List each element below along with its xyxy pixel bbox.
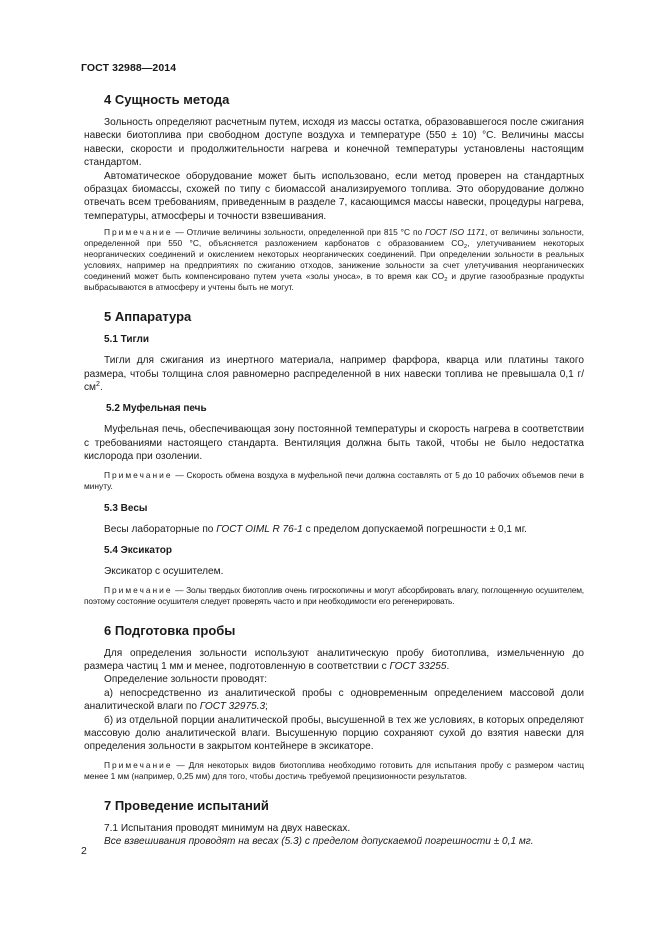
s6-note — [84, 760, 584, 782]
note-text-b: , от величины зольности, определенной при 550 °С, объясняется разложением карбонатов с образованием CO — [84, 227, 584, 249]
note-text-d: и другие газообразные продукты выбрасываются в атмосферу и учтены быть не могут. — [84, 271, 584, 293]
s6-pa-text-b: ; — [265, 701, 268, 713]
note-label: Примечание — [104, 227, 173, 238]
page-content — [84, 92, 584, 849]
section-7-title: 7 Проведение испытаний — [104, 797, 269, 813]
page-number: 2 — [81, 845, 87, 857]
section-5-2-title: 5.2 Муфельная печь — [106, 403, 207, 415]
s5-4-paragraph: Эксикатор с осушителем. — [104, 566, 224, 578]
s5-3-paragraph — [84, 523, 584, 536]
s5-1-text: Тигли для сжигания из инертного материала, например фарфора, кварца или платины такого размера, чтобы толщина слоя равномерно распределенной в них навески топлива не превышала 0,1 г/см — [84, 355, 584, 394]
s5-2-note — [84, 470, 584, 492]
s5-3-text-b: с пределом допускаемой погрешности ± 0,1 мг. — [302, 523, 527, 535]
s4-paragraph-1: Зольность определяют расчетным путем, исходя из массы остатка, образовавшегося после сжигания навески биотоплива при свободном доступе воздуха и температуре (550 ± 10) °С. Величины массы навески, скорости и продолжительности нагрева и конечной температуры установлены настоящим стандартом. — [84, 117, 584, 169]
s5-2-paragraph: Муфельная печь, обеспечивающая зону постоянной температуры и скорость нагрева в соответствии с требованиями настоящего стандарта. Вентиляция должна быть такой, чтобы не было недостатка кислорода при озолении. — [84, 424, 584, 463]
s6-note-label: Примечание — [104, 759, 173, 770]
s5-1-paragraph — [84, 354, 584, 394]
note-text-a: — Отличие величины зольности, определенной при 815 °С по — [172, 227, 426, 238]
section-5-title: 5 Аппаратура — [104, 309, 192, 325]
note-reference: ГОСТ ISO 1171 — [425, 227, 485, 238]
section-5-3-title: 5.3 Весы — [104, 502, 148, 514]
s5-3-text-a: Весы лабораторные по — [104, 523, 217, 535]
s5-4-note-label: Примечание — [104, 584, 173, 595]
s5-1-superscript: 2 — [96, 381, 100, 389]
note-subscript-2: 2 — [444, 277, 448, 284]
s6-pa-reference: ГОСТ 32975.3 — [199, 701, 266, 713]
s6-p1-text-b: . — [446, 660, 450, 672]
s5-2-note-text: — Скорость обмена воздуха в муфельной печи должна составлять от 5 до 10 рабочих объемов печи в минуту. — [84, 469, 584, 491]
note-text-c: , улетучиванием некоторых неорганических соединений и окислением некоторых неорганических соединений. При определении зольности в реальных условиях, например на предприятиях по сжиганию отходов, занижение зольности за счет улетучивания неорганических соединений может быть компенсировано путем учета «золы уноса», в то время как CO — [84, 238, 584, 282]
s6-paragraph-a — [84, 687, 584, 714]
s5-1-end: . — [99, 382, 103, 394]
s4-note — [84, 227, 584, 293]
s7-paragraph-1: 7.1 Испытания проводят минимум на двух навесках. — [104, 822, 351, 834]
s4-paragraph-2: Автоматическое оборудование может быть использовано, если метод проверен на стандартных образцах биомассы, схожей по типу с биомассой анализируемого топлива. Это оборудование должно отвечать всем требованиям, приведенным в разделе 7, касающимся массы навески, процедуры нагрева, температуры, атмосферы и точности взвешивания. — [84, 170, 584, 222]
standard-header: ГОСТ 32988—2014 — [81, 62, 177, 74]
s6-p1-text-a: Для определения зольности используют аналитическую пробу биотоплива, измельченную до размера частиц 1 мм и менее, подготовленную в соответствии с — [84, 647, 584, 672]
note-subscript-1: 2 — [463, 244, 468, 251]
section-4-title: 4 Сущность метода — [104, 92, 230, 107]
s5-4-note-text: — Золы твердых биотоплив очень гигроскопичны и могут абсорбировать влагу, поглощенную осушителем, поэтому состояние осушителя следует проверять часто и при необходимости его регенерировать. — [84, 584, 584, 606]
s6-paragraph-2: Определение зольности проводят: — [104, 674, 268, 686]
s6-paragraph-b: б) из отдельной порции аналитической пробы, высушенной в тех же условиях, в которых определяют массовую долю аналитической влаги. Высушенную порцию сохраняют сухой до взятия навески для определения зольности в закрытом контейнере в эксикаторе. — [84, 714, 584, 753]
s6-pa-text-a: а) непосредственно из аналитической пробы с одновременным определением массовой доли аналитической влаги по — [84, 687, 584, 713]
s5-3-reference: ГОСТ OIML R 76-1 — [216, 523, 303, 535]
section-5-4-title: 5.4 Эксикатор — [104, 545, 172, 557]
s7-paragraph-2: Все взвешивания проводят на весах (5.3) с пределом допускаемой погрешности ± 0,1 мг. — [104, 836, 534, 848]
section-6-title: 6 Подготовка пробы — [104, 622, 236, 638]
s6-p1-reference: ГОСТ 33255 — [389, 660, 447, 672]
s5-2-note-label: Примечание — [104, 469, 173, 480]
section-4 — [84, 92, 584, 108]
s6-note-text: — Для некоторых видов биотоплива необходимо готовить для испытания пробу с размером частиц менее 1 мм (например, 0,25 мм) для того, чтобы достичь требуемой прецизионности результатов. — [84, 759, 584, 781]
section-5-1-title: 5.1 Тигли — [104, 334, 149, 346]
s5-4-note — [84, 585, 584, 607]
s6-paragraph-1 — [84, 647, 584, 674]
